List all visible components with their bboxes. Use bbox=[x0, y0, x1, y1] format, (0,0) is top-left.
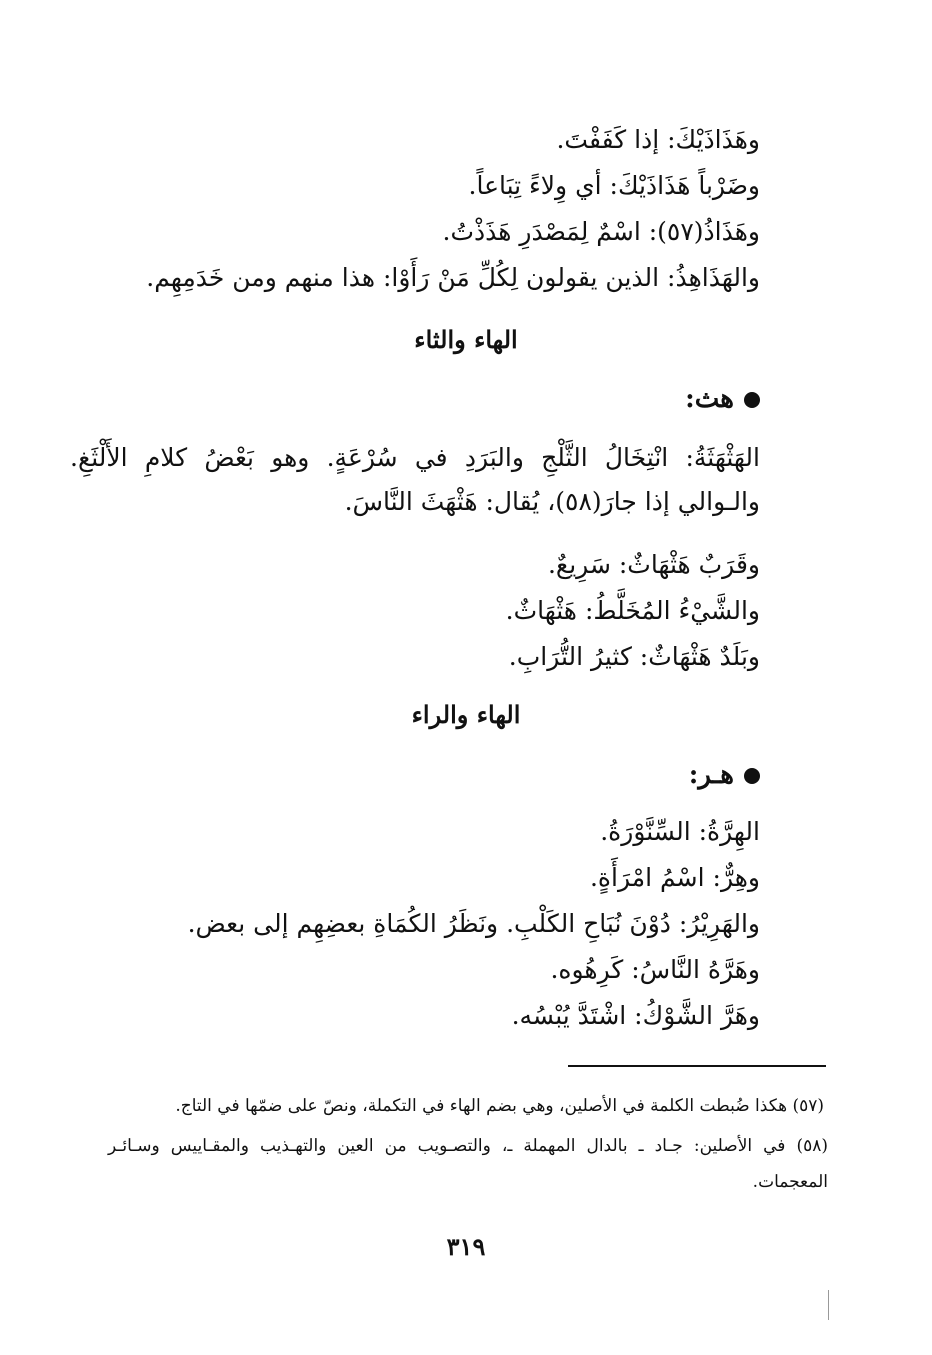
footnote-divider bbox=[568, 1065, 826, 1067]
text-line: وقَرَبٌ هَثْهَاثٌ: سَرِيعٌ. bbox=[547, 550, 760, 579]
entry-label: هـر: bbox=[688, 760, 734, 790]
text-line: الهِرَّةُ: السِّنَّوْرَةُ. bbox=[600, 817, 760, 846]
entry-heading bbox=[689, 760, 760, 790]
page-number: ٣١٩ bbox=[446, 1232, 486, 1261]
entry-heading bbox=[685, 384, 760, 414]
definition-paragraph: الهَثْهَثَةُ: انْتِخَالُ الثَّلْجِ والبَرَدِ في سُرْعَةٍ. وهو بَعْضُ كلامِ الأَلْثَغِ. والـوالي إذا جارَ(٥٨)، يُقال: هَثْهَثَ النَّاسَ. bbox=[70, 443, 760, 516]
text-line: وضَرْباً هَذَاذَيْكَ: أي وِلاءً تِبَاعاً. bbox=[468, 171, 760, 200]
section-heading: الهاء والثاء bbox=[414, 325, 518, 354]
section-heading: الهاء والراء bbox=[411, 700, 521, 729]
scan-edge-mark bbox=[828, 1290, 829, 1320]
footnote: (٥٧) هكذا ضُبطت الكلمة في الأصلين، وهي بضم الهاء في التكملة، ونصّ على ضمّها في التاج. bbox=[175, 1096, 824, 1116]
footnote: (٥٨) في الأصلين: جـاد ـ بالدال المهملة ـ، والتصـويب من العين والتهـذيب والمقـاييس وسـائـر المعجمات. bbox=[108, 1136, 828, 1192]
text-line: وهَرَّهُ النَّاسُ: كَرِهُوه. bbox=[550, 955, 760, 984]
text-line: وبَلَدٌ هَثْهَاثٌ: كثيرُ التُّرَابِ. bbox=[508, 642, 760, 671]
text-line: وهِرٌّ: اسْمُ امْرَأَةٍ. bbox=[589, 863, 760, 892]
text-line: وهَرَّ الشَّوْكُ: اشْتَدَّ يُبْسُه. bbox=[511, 1001, 760, 1030]
section-ha-tha-lines bbox=[140, 545, 760, 685]
bullet-icon bbox=[744, 768, 760, 784]
section-ha-dhal bbox=[140, 120, 760, 300]
entry-label: هث: bbox=[685, 384, 734, 414]
text-line: والهَذَاهِذُ: الذين يقولون لِكُلِّ مَنْ رَأَوْا: هذا منهم ومن خَدَمِهِم. bbox=[146, 263, 760, 292]
bullet-icon bbox=[744, 392, 760, 408]
text-line: وهَذَاذُ(٥٧): اسْمٌ لِمَصْدَرِ هَذَذْتُ. bbox=[442, 217, 760, 246]
text-line: والهَرِيْرُ: دُوْنَ نُبَاحِ الكَلْبِ. ونَظَرُ الكُمَاةِ بعضِهِم إلى بعض. bbox=[187, 909, 760, 938]
text-line: والشَّيْءُ المُخَلَّطُ: هَثْهَاثٌ. bbox=[505, 596, 760, 625]
text-line: وهَذَاذَيْكَ: إذا كَفَفْتَ. bbox=[556, 125, 760, 154]
section-ha-ra-lines bbox=[140, 812, 760, 1042]
